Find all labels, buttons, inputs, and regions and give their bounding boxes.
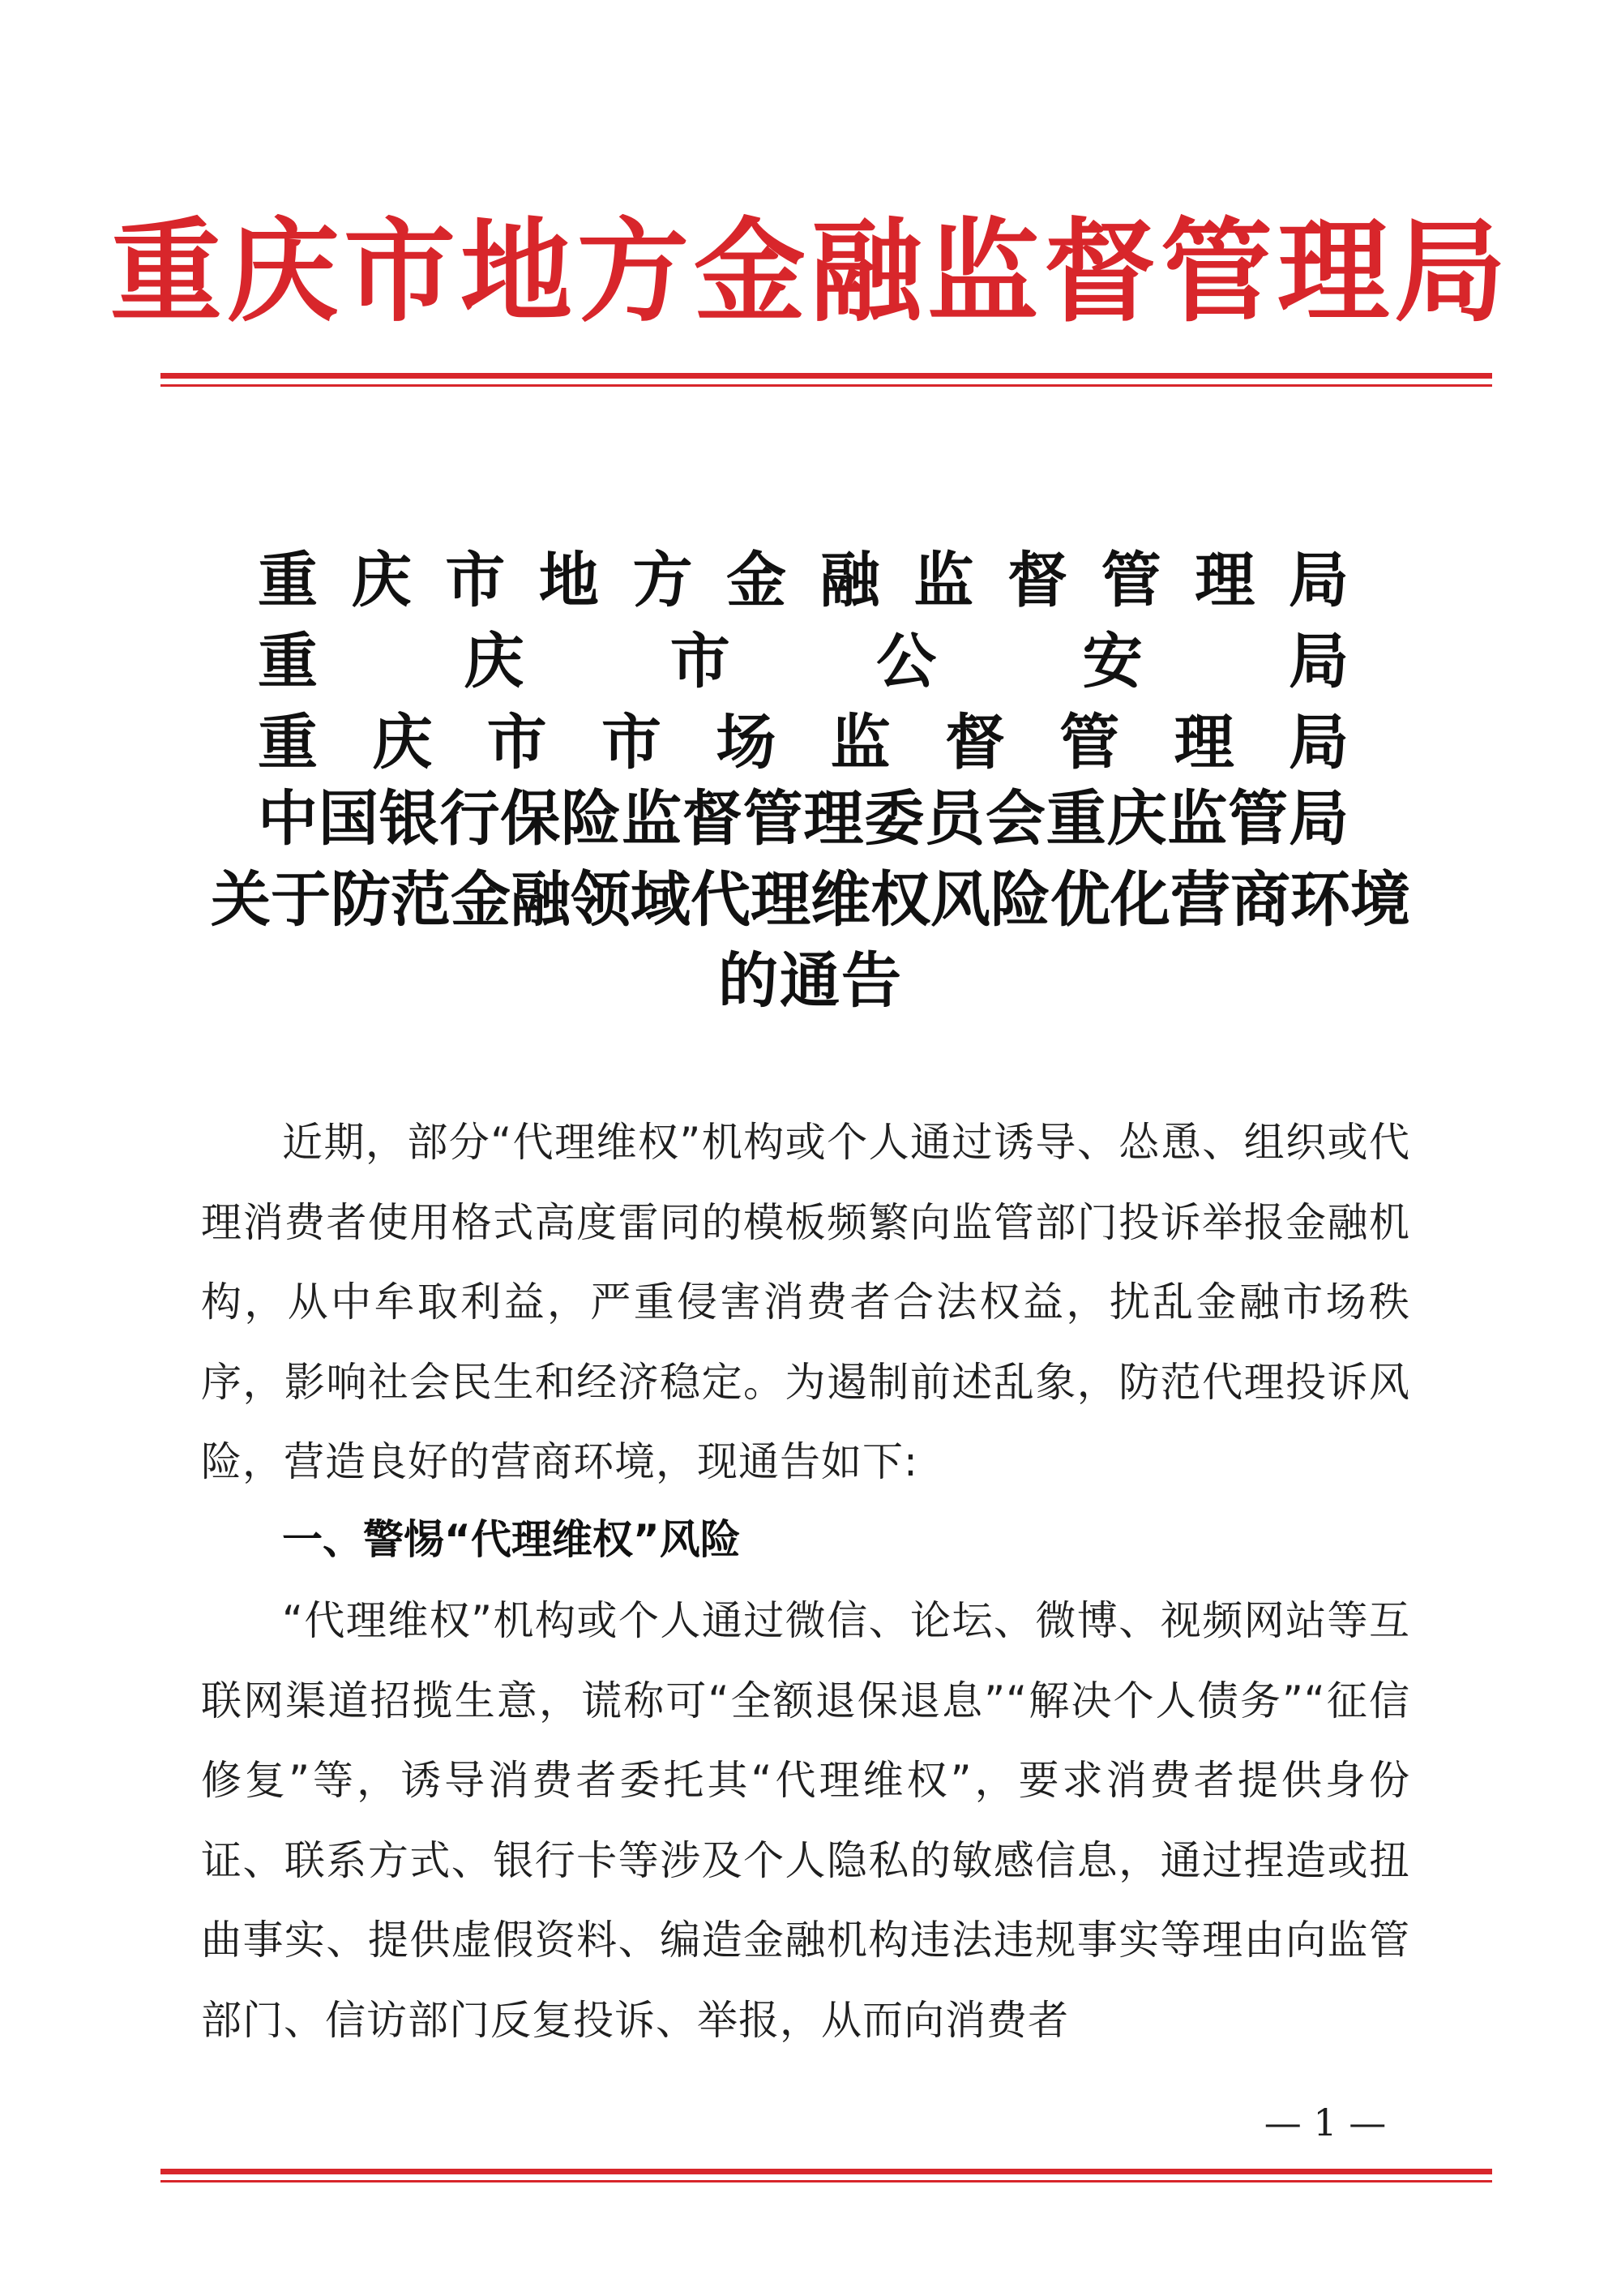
- masthead-rule-thin: [160, 384, 1492, 387]
- title-line-6: 的通告: [718, 946, 903, 1016]
- title-line-2: 重 庆 市 公 安 局: [258, 627, 1349, 696]
- title-line-5: 关于防范金融领域代理维权风险优化营商环境: [211, 865, 1410, 935]
- section-1-paragraph: “代理维权”机构或个人通过微信、论坛、微博、视频网站等互联网渠道招揽生意，谎称可“全额退保退息”“解决个人债务”“征信修复”等，诱导消费者委托其“代理维权”，要求消费者提供身份证、联系方式、银行卡等涉及个人隐私的敏感信息，通过捏造或扭曲事实、提供虚假资料、编造金融机构违法违规事实等理由向监管部门、信访部门反复投诉、举报，从而向消费者: [201, 1597, 1410, 2044]
- title-line-3: 重 庆 市 市 场 监 督 管 理 局: [258, 708, 1349, 777]
- masthead: 重庆市地方金融监督管理局: [109, 205, 1511, 337]
- title-line-1: 重 庆 市 地 方 金 融 监 督 管 理 局: [258, 546, 1349, 615]
- section-1-heading: 一、警惕“代理维权”风险: [282, 1516, 741, 1563]
- title-line-4: 中国银行保险监督管理委员会重庆监管局: [258, 784, 1349, 854]
- footer-rule-thin: [160, 2180, 1492, 2182]
- masthead-rule-thick: [160, 373, 1492, 379]
- footer-rule-thick: [160, 2169, 1492, 2174]
- page-number: — 1 —: [1264, 2101, 1387, 2144]
- intro-paragraph: 近期，部分“代理维权”机构或个人通过诱导、怂恿、组织或代理消费者使用格式高度雷同的模板频繁向监管部门投诉举报金融机构，从中牟取利益，严重侵害消费者合法权益，扰乱金融市场秩序，影响社会民生和经济稳定。为遏制前述乱象，防范代理投诉风险，营造良好的营商环境，现通告如下:: [201, 1119, 1410, 1485]
